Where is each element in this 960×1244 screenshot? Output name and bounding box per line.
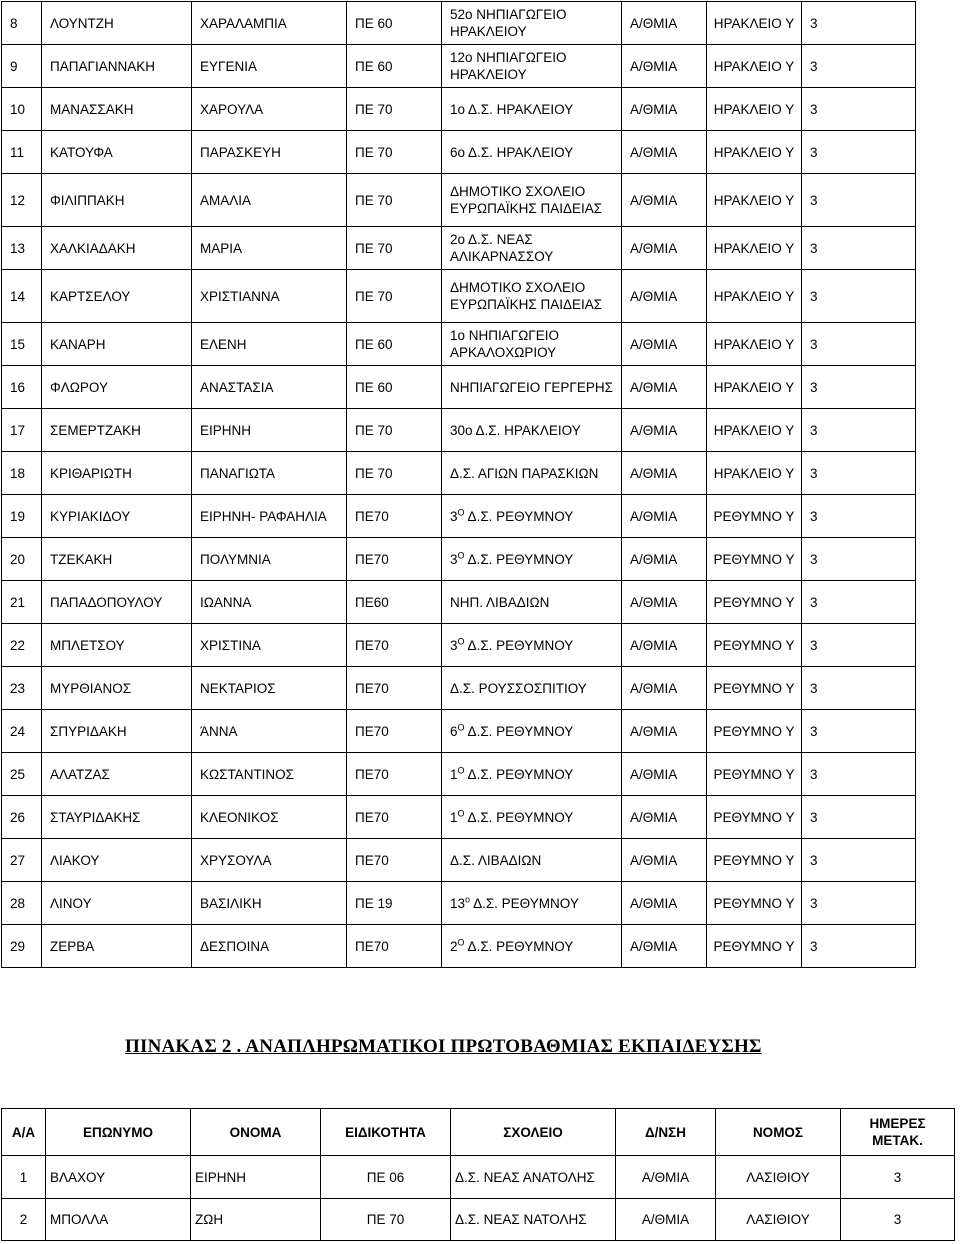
cell-school: 1ο ΝΗΠΙΑΓΩΓΕΙΟ ΑΡΚΑΛΟΧΩΡΙΟΥ (442, 323, 622, 366)
cell-specialty: ΠΕ 70 (347, 409, 442, 452)
cell-number: 22 (2, 624, 42, 667)
cell-number: 16 (2, 366, 42, 409)
substitutes-table (1, 1108, 955, 1241)
cell-school (442, 710, 622, 753)
cell-number: 21 (2, 581, 42, 624)
school-number: 2 (450, 938, 458, 954)
cell-surname: ΒΛΑΧΟΥ (46, 1156, 191, 1199)
cell-surname: ΛΙΑΚΟΥ (42, 839, 192, 882)
cell-months: 3 (802, 667, 916, 710)
cell-directorate: Α/ΘΜΙΑ (622, 88, 707, 131)
cell-specialty: ΠΕ 70 (347, 270, 442, 323)
cell-directorate: Α/ΘΜΙΑ (622, 710, 707, 753)
cell-number: 19 (2, 495, 42, 538)
table-row (2, 710, 916, 753)
cell-region: ΡΕΘΥΜΝΟ Υ (707, 624, 802, 667)
cell-directorate: Α/ΘΜΙΑ (622, 753, 707, 796)
table-row (2, 495, 916, 538)
cell-directorate: Α/ΘΜΙΑ (622, 538, 707, 581)
cell-surname: ΜΠΟΛΛΑ (46, 1199, 191, 1241)
cell-region: ΗΡΑΚΛΕΙΟ Υ (707, 45, 802, 88)
cell-specialty: ΠΕ70 (347, 667, 442, 710)
cell-number: 11 (2, 131, 42, 174)
cell-directorate: Α/ΘΜΙΑ (622, 270, 707, 323)
cell-name: ΔΕΣΠΟΙΝΑ (192, 925, 347, 968)
cell-months: 3 (802, 624, 916, 667)
cell-months: 3 (802, 839, 916, 882)
cell-specialty: ΠΕ 60 (347, 2, 442, 45)
table-row (2, 1199, 955, 1241)
cell-months: 3 (802, 925, 916, 968)
header-school: ΣΧΟΛΕΙΟ (451, 1109, 616, 1156)
cell-region: ΡΕΘΥΜΝΟ Υ (707, 839, 802, 882)
cell-name: ΚΛΕΟΝΙΚΟΣ (192, 796, 347, 839)
cell-directorate: Α/ΘΜΙΑ (622, 174, 707, 227)
cell-number: 24 (2, 710, 42, 753)
cell-specialty: ΠΕ 06 (321, 1156, 451, 1199)
cell-prefecture: ΛΑΣΙΘΙΟΥ (716, 1199, 841, 1241)
school-ordinal-suffix: Ο (457, 550, 465, 560)
cell-directorate: Α/ΘΜΙΑ (622, 581, 707, 624)
cell-school (442, 538, 622, 581)
cell-region: ΗΡΑΚΛΕΙΟ Υ (707, 409, 802, 452)
cell-region: ΗΡΑΚΛΕΙΟ Υ (707, 2, 802, 45)
cell-specialty: ΠΕ 70 (347, 452, 442, 495)
table-row (2, 581, 916, 624)
cell-number: 23 (2, 667, 42, 710)
table-row (2, 88, 916, 131)
cell-name: ΧΡΥΣΟΥΛΑ (192, 839, 347, 882)
cell-name: ΠΟΛΥΜΝΙΑ (192, 538, 347, 581)
cell-number: 28 (2, 882, 42, 925)
cell-specialty: ΠΕ 60 (347, 366, 442, 409)
cell-aa: 2 (2, 1199, 46, 1241)
cell-surname: ΚΥΡΙΑΚΙΔΟΥ (42, 495, 192, 538)
cell-specialty: ΠΕ70 (347, 710, 442, 753)
cell-school (442, 624, 622, 667)
cell-school: 30ο Δ.Σ. ΗΡΑΚΛΕΙΟΥ (442, 409, 622, 452)
cell-directorate: Α/ΘΜΙΑ (622, 839, 707, 882)
cell-name: ΙΩΑΝΝΑ (192, 581, 347, 624)
cell-region: ΡΕΘΥΜΝΟ Υ (707, 925, 802, 968)
school-ordinal-suffix: Ο (457, 722, 465, 732)
cell-specialty: ΠΕ 70 (321, 1199, 451, 1241)
table-row (2, 270, 916, 323)
table-2-title: ΠΙΝΑΚΑΣ 2 . ΑΝΑΠΛΗΡΩΜΑΤΙΚΟΙ ΠΡΩΤΟΒΑΘΜΙΑΣ ΕΚΠΑΙΔΕΥΣΗΣ (125, 1036, 762, 1057)
cell-school: 1ο Δ.Σ. ΗΡΑΚΛΕΙΟΥ (442, 88, 622, 131)
cell-region: ΗΡΑΚΛΕΙΟ Υ (707, 323, 802, 366)
cell-school (442, 495, 622, 538)
cell-name: ΆΝΝΑ (192, 710, 347, 753)
school-name: Δ.Σ. ΡΕΘΥΜΝΟΥ (467, 508, 574, 524)
cell-name: ΧΡΙΣΤΙΝΑ (192, 624, 347, 667)
cell-school (442, 796, 622, 839)
cell-region: ΗΡΑΚΛΕΙΟ Υ (707, 131, 802, 174)
cell-months: 3 (802, 452, 916, 495)
table-row (2, 174, 916, 227)
cell-days: 3 (841, 1199, 955, 1241)
cell-specialty: ΠΕ70 (347, 753, 442, 796)
school-number: 13 (450, 895, 466, 911)
table-row (2, 667, 916, 710)
cell-specialty: ΠΕ70 (347, 796, 442, 839)
table-row (2, 796, 916, 839)
cell-number: 25 (2, 753, 42, 796)
cell-name: ΠΑΝΑΓΙΩΤΑ (192, 452, 347, 495)
table-row (2, 452, 916, 495)
cell-months: 3 (802, 174, 916, 227)
cell-directorate: Α/ΘΜΙΑ (622, 409, 707, 452)
cell-prefecture: ΛΑΣΙΘΙΟΥ (716, 1156, 841, 1199)
cell-name: ΕΥΓΕΝΙΑ (192, 45, 347, 88)
school-number: 1 (450, 809, 458, 825)
cell-surname: ΦΙΛΙΠΠΑΚΗ (42, 174, 192, 227)
cell-surname: ΑΛΑΤΖΑΣ (42, 753, 192, 796)
table-row (2, 366, 916, 409)
cell-months: 3 (802, 753, 916, 796)
teachers-table-continued (1, 1, 916, 968)
cell-region: ΡΕΘΥΜΝΟ Υ (707, 796, 802, 839)
cell-months: 3 (802, 538, 916, 581)
school-name: Δ.Σ. ΡΕΘΥΜΝΟΥ (473, 895, 579, 911)
cell-directorate: Α/ΘΜΙΑ (622, 925, 707, 968)
cell-directorate: Α/ΘΜΙΑ (622, 452, 707, 495)
cell-school: ΝΗΠΙΑΓΩΓΕΙΟ ΓΕΡΓΕΡΗΣ (442, 366, 622, 409)
cell-region: ΗΡΑΚΛΕΙΟ Υ (707, 174, 802, 227)
school-number: 1 (450, 766, 458, 782)
header-prefecture: ΝΟΜΟΣ (716, 1109, 841, 1156)
header-days: ΗΜΕΡΕΣ ΜΕΤΑΚ. (841, 1109, 955, 1156)
cell-number: 9 (2, 45, 42, 88)
cell-surname: ΖΕΡΒΑ (42, 925, 192, 968)
table-row (2, 131, 916, 174)
cell-name: ΕΙΡΗΝΗ (191, 1156, 321, 1199)
table-row (2, 882, 916, 925)
cell-months: 3 (802, 581, 916, 624)
header-name: ΟΝΟΜΑ (191, 1109, 321, 1156)
cell-directorate: Α/ΘΜΙΑ (622, 366, 707, 409)
cell-region: ΡΕΘΥΜΝΟ Υ (707, 882, 802, 925)
cell-months: 3 (802, 227, 916, 270)
cell-number: 10 (2, 88, 42, 131)
cell-name: ΕΛΕΝΗ (192, 323, 347, 366)
cell-school: 6ο Δ.Σ. ΗΡΑΚΛΕΙΟΥ (442, 131, 622, 174)
cell-region: ΗΡΑΚΛΕΙΟ Υ (707, 366, 802, 409)
cell-region: ΗΡΑΚΛΕΙΟ Υ (707, 452, 802, 495)
cell-name: ΑΝΑΣΤΑΣΙΑ (192, 366, 347, 409)
cell-surname: ΦΛΩΡΟΥ (42, 366, 192, 409)
cell-surname: ΧΑΛΚΙΑΔΑΚΗ (42, 227, 192, 270)
cell-school: 2ο Δ.Σ. ΝΕΑΣ ΑΛΙΚΑΡΝΑΣΣΟΥ (442, 227, 622, 270)
cell-surname: ΣΤΑΥΡΙΔΑΚΗΣ (42, 796, 192, 839)
cell-directorate: Α/ΘΜΙΑ (622, 45, 707, 88)
cell-months: 3 (802, 2, 916, 45)
cell-months: 3 (802, 131, 916, 174)
school-name: Δ.Σ. ΡΕΘΥΜΝΟΥ (467, 637, 574, 653)
cell-number: 26 (2, 796, 42, 839)
cell-school: ΔΗΜΟΤΙΚΟ ΣΧΟΛΕΙΟ ΕΥΡΩΠΑΪΚΗΣ ΠΑΙΔΕΙΑΣ (442, 270, 622, 323)
school-ordinal-suffix: Ο (457, 808, 465, 818)
cell-name: ΕΙΡΗΝΗ- ΡΑΦΑΗΛΙΑ (192, 495, 347, 538)
cell-number: 27 (2, 839, 42, 882)
cell-specialty: ΠΕ70 (347, 624, 442, 667)
cell-months: 3 (802, 796, 916, 839)
school-number: 3 (450, 551, 458, 567)
cell-school: Δ.Σ. ΑΓΙΩΝ ΠΑΡΑΣΚΙΩΝ (442, 452, 622, 495)
cell-school (442, 753, 622, 796)
cell-school: Δ.Σ. ΡΟΥΣΣΟΣΠΙΤΙΟΥ (442, 667, 622, 710)
cell-name: ΖΩΗ (191, 1199, 321, 1241)
cell-number: 12 (2, 174, 42, 227)
cell-number: 29 (2, 925, 42, 968)
cell-surname: ΣΠΥΡΙΔΑΚΗ (42, 710, 192, 753)
cell-surname: ΚΑΡΤΣΕΛΟΥ (42, 270, 192, 323)
cell-surname: ΚΑΤΟΥΦΑ (42, 131, 192, 174)
cell-name: ΧΑΡΟΥΛΑ (192, 88, 347, 131)
cell-directorate: Α/ΘΜΙΑ (622, 667, 707, 710)
cell-months: 3 (802, 366, 916, 409)
cell-number: 13 (2, 227, 42, 270)
cell-school (442, 882, 622, 925)
cell-number: 15 (2, 323, 42, 366)
cell-surname: ΜΑΝΑΣΣΑΚΗ (42, 88, 192, 131)
cell-region: ΗΡΑΚΛΕΙΟ Υ (707, 270, 802, 323)
header-surname: ΕΠΩΝΥΜΟ (46, 1109, 191, 1156)
cell-surname: ΚΡΙΘΑΡΙΩΤΗ (42, 452, 192, 495)
cell-school: Δ.Σ. ΛΙΒΑΔΙΩΝ (442, 839, 622, 882)
cell-specialty: ΠΕ 70 (347, 227, 442, 270)
cell-name: ΒΑΣΙΛΙΚΗ (192, 882, 347, 925)
cell-region: ΡΕΘΥΜΝΟ Υ (707, 753, 802, 796)
cell-region: ΗΡΑΚΛΕΙΟ Υ (707, 227, 802, 270)
school-number: 3 (450, 508, 458, 524)
cell-surname: ΤΖΕΚΑΚΗ (42, 538, 192, 581)
cell-name: ΝΕΚΤΑΡΙΟΣ (192, 667, 347, 710)
cell-directorate: Α/ΘΜΙΑ (622, 882, 707, 925)
cell-surname: ΠΑΠΑΔΟΠΟΥΛΟΥ (42, 581, 192, 624)
cell-aa: 1 (2, 1156, 46, 1199)
table-row (2, 925, 916, 968)
school-number: 3 (450, 637, 458, 653)
cell-school: Δ.Σ. ΝΕΑΣ ΝΑΤΟΛΗΣ (451, 1199, 616, 1241)
cell-months: 3 (802, 323, 916, 366)
cell-name: ΑΜΑΛΙΑ (192, 174, 347, 227)
cell-specialty: ΠΕ 70 (347, 131, 442, 174)
cell-surname: ΚΑΝΑΡΗ (42, 323, 192, 366)
cell-school: Δ.Σ. ΝΕΑΣ ΑΝΑΤΟΛΗΣ (451, 1156, 616, 1199)
table-row (2, 227, 916, 270)
cell-specialty: ΠΕ70 (347, 538, 442, 581)
cell-name: ΕΙΡΗΝΗ (192, 409, 347, 452)
cell-name: ΚΩΣΤΑΝΤΙΝΟΣ (192, 753, 347, 796)
school-name: Δ.Σ. ΡΕΘΥΜΝΟΥ (467, 766, 574, 782)
cell-directorate: Α/ΘΜΙΑ (622, 796, 707, 839)
cell-name: ΧΡΙΣΤΙΑΝΝΑ (192, 270, 347, 323)
school-ordinal-suffix: Ο (457, 636, 465, 646)
school-name: Δ.Σ. ΡΕΘΥΜΝΟΥ (467, 723, 574, 739)
cell-months: 3 (802, 882, 916, 925)
cell-directorate: Α/ΘΜΙΑ (616, 1156, 716, 1199)
cell-specialty: ΠΕ 70 (347, 174, 442, 227)
cell-directorate: Α/ΘΜΙΑ (616, 1199, 716, 1241)
cell-number: 8 (2, 2, 42, 45)
cell-directorate: Α/ΘΜΙΑ (622, 227, 707, 270)
cell-school (442, 925, 622, 968)
cell-months: 3 (802, 88, 916, 131)
school-name: Δ.Σ. ΡΕΘΥΜΝΟΥ (467, 551, 574, 567)
header-specialty: ΕΙΔΙΚΟΤΗΤΑ (321, 1109, 451, 1156)
cell-specialty: ΠΕ70 (347, 495, 442, 538)
school-number: 6 (450, 723, 458, 739)
cell-surname: ΜΠΛΕΤΣΟΥ (42, 624, 192, 667)
cell-specialty: ΠΕ70 (347, 925, 442, 968)
cell-directorate: Α/ΘΜΙΑ (622, 2, 707, 45)
cell-days: 3 (841, 1156, 955, 1199)
cell-months: 3 (802, 495, 916, 538)
cell-school: ΔΗΜΟΤΙΚΟ ΣΧΟΛΕΙΟ ΕΥΡΩΠΑΪΚΗΣ ΠΑΙΔΕΙΑΣ (442, 174, 622, 227)
table-row (2, 624, 916, 667)
cell-region: ΡΕΘΥΜΝΟ Υ (707, 667, 802, 710)
cell-number: 14 (2, 270, 42, 323)
cell-school: ΝΗΠ. ΛΙΒΑΔΙΩΝ (442, 581, 622, 624)
cell-region: ΡΕΘΥΜΝΟ Υ (707, 581, 802, 624)
school-ordinal-suffix: Ο (457, 507, 465, 517)
cell-surname: ΜΥΡΘΙΑΝΟΣ (42, 667, 192, 710)
cell-surname: ΛΙΝΟΥ (42, 882, 192, 925)
school-name: Δ.Σ. ΡΕΘΥΜΝΟΥ (467, 809, 574, 825)
table-row (2, 409, 916, 452)
cell-specialty: ΠΕ 19 (347, 882, 442, 925)
cell-name: ΠΑΡΑΣΚΕΥΗ (192, 131, 347, 174)
cell-surname: ΣΕΜΕΡΤΖΑΚΗ (42, 409, 192, 452)
cell-region: ΗΡΑΚΛΕΙΟ Υ (707, 88, 802, 131)
table-row (2, 839, 916, 882)
cell-region: ΡΕΘΥΜΝΟ Υ (707, 538, 802, 581)
cell-specialty: ΠΕ 60 (347, 323, 442, 366)
school-name: Δ.Σ. ΡΕΘΥΜΝΟΥ (467, 938, 574, 954)
cell-number: 18 (2, 452, 42, 495)
school-ordinal-suffix: Ο (457, 765, 465, 775)
table-row (2, 753, 916, 796)
table-row (2, 2, 916, 45)
header-aa: Α/Α (2, 1109, 46, 1156)
table-row (2, 45, 916, 88)
table-row (2, 538, 916, 581)
cell-region: ΡΕΘΥΜΝΟ Υ (707, 710, 802, 753)
cell-school: 52ο ΝΗΠΙΑΓΩΓΕΙΟ ΗΡΑΚΛΕΙΟΥ (442, 2, 622, 45)
school-ordinal-suffix: ο (465, 894, 471, 904)
cell-school: 12ο ΝΗΠΙΑΓΩΓΕΙΟ ΗΡΑΚΛΕΙΟΥ (442, 45, 622, 88)
header-directorate: Δ/ΝΣΗ (616, 1109, 716, 1156)
cell-surname: ΛΟΥΝΤΖΗ (42, 2, 192, 45)
cell-region: ΡΕΘΥΜΝΟ Υ (707, 495, 802, 538)
cell-specialty: ΠΕ60 (347, 581, 442, 624)
cell-number: 17 (2, 409, 42, 452)
cell-directorate: Α/ΘΜΙΑ (622, 495, 707, 538)
cell-specialty: ΠΕ 70 (347, 88, 442, 131)
cell-months: 3 (802, 710, 916, 753)
cell-number: 20 (2, 538, 42, 581)
table-row (2, 323, 916, 366)
cell-directorate: Α/ΘΜΙΑ (622, 131, 707, 174)
cell-directorate: Α/ΘΜΙΑ (622, 624, 707, 667)
cell-specialty: ΠΕ70 (347, 839, 442, 882)
cell-months: 3 (802, 270, 916, 323)
table-header-row (2, 1109, 955, 1156)
cell-name: ΧΑΡΑΛΑΜΠΙΑ (192, 2, 347, 45)
cell-months: 3 (802, 45, 916, 88)
cell-months: 3 (802, 409, 916, 452)
cell-surname: ΠΑΠΑΓΙΑΝΝΑΚΗ (42, 45, 192, 88)
cell-specialty: ΠΕ 60 (347, 45, 442, 88)
table-row (2, 1156, 955, 1199)
school-ordinal-suffix: Ο (457, 937, 465, 947)
cell-name: ΜΑΡΙΑ (192, 227, 347, 270)
cell-directorate: Α/ΘΜΙΑ (622, 323, 707, 366)
